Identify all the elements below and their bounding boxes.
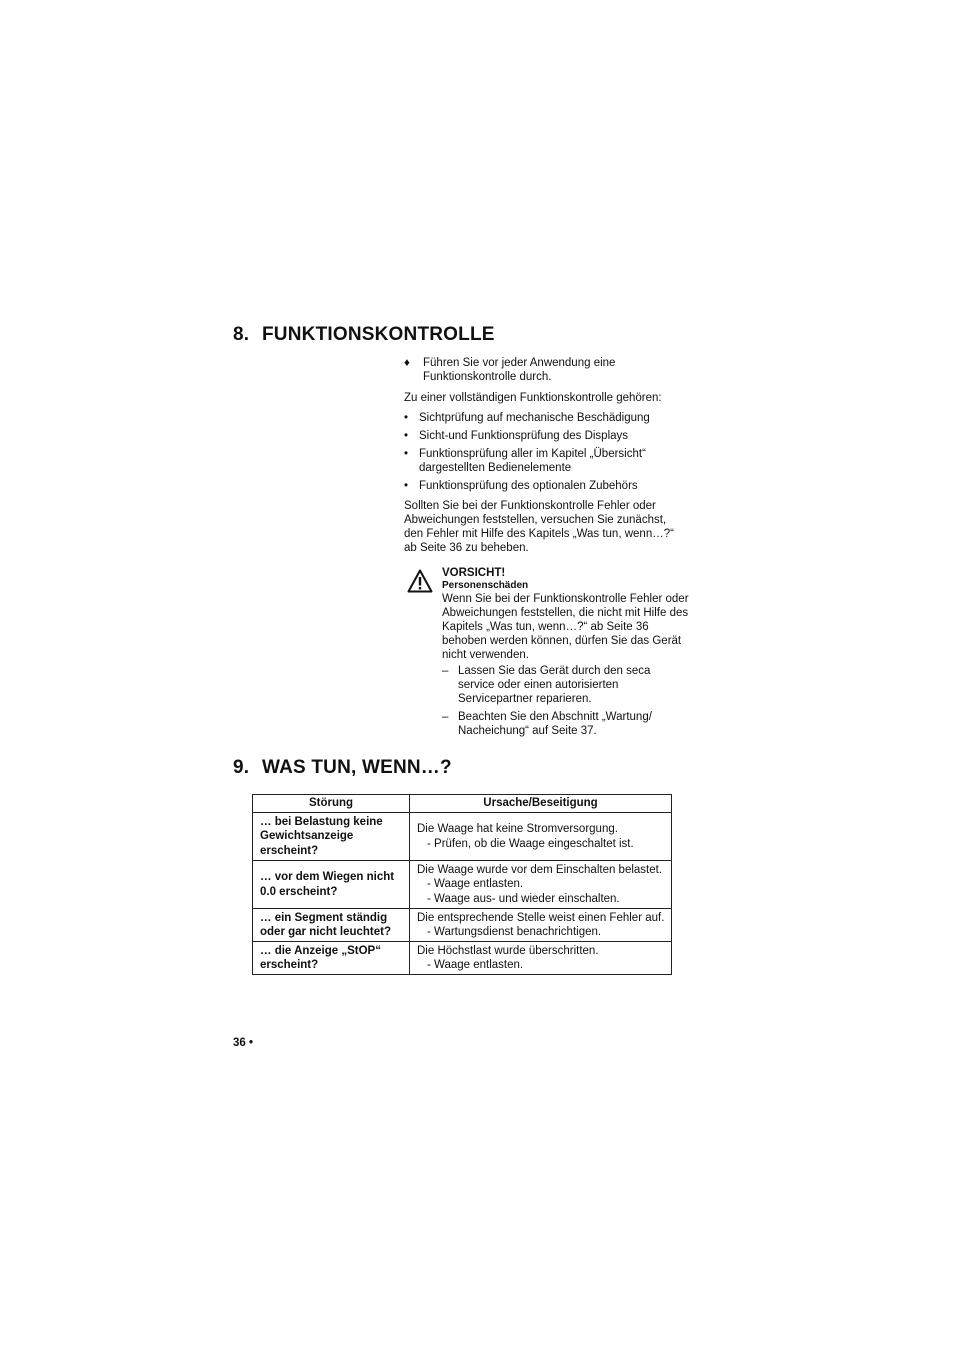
cause-cell xyxy=(410,942,672,975)
column-header-fault: Störung xyxy=(253,795,410,813)
fault-cell: … die Anzeige „StOP“ erscheint? xyxy=(253,942,410,975)
bullet-icon: • xyxy=(404,412,409,424)
troubleshooting-table xyxy=(252,794,672,975)
list-item-text: Funktionsprüfung aller im Kapitel „Übersicht“ dargestellten Bedienelemente xyxy=(419,448,646,474)
action-text: - Prüfen, ob die Waage eingeschaltet ist. xyxy=(427,837,634,850)
bullet-icon: • xyxy=(404,430,409,442)
checklist-lead: Zu einer vollständigen Funktionskontrolle gehören: xyxy=(404,392,662,404)
caution-item-text: Lassen Sie das Gerät durch den seca service oder einen autorisierten Servicepartner reparieren. xyxy=(458,665,651,705)
caution-item-text: Beachten Sie den Abschnitt „Wartung/ Nacheichung“ auf Seite 37. xyxy=(458,711,652,737)
list-item-text: Funktionsprüfung des optionalen Zubehörs xyxy=(419,480,638,492)
section-8-number: 8. xyxy=(233,324,250,345)
cause-text: Die Waage wurde vor dem Einschalten belastet. xyxy=(417,863,663,876)
action-text: - Waage entlasten. xyxy=(427,878,524,891)
caution-block xyxy=(442,566,697,662)
diamond-bullet-icon: ♦ xyxy=(404,357,410,369)
list-item-text: Sicht-und Funktionsprüfung des Displays xyxy=(419,430,629,442)
fault-cell: … bei Belastung keine Gewichtsanzeige erscheint? xyxy=(253,813,410,861)
section-8-title: FUNKTIONSKONTROLLE xyxy=(262,324,495,345)
section-9-title: WAS TUN, WENN…? xyxy=(262,757,452,778)
action-text: - Waage aus- und wieder einschalten. xyxy=(427,892,620,905)
section-9-number: 9. xyxy=(233,757,250,778)
cause-text: Die Waage hat keine Stromversorgung. xyxy=(417,823,618,835)
dash-bullet-icon: – xyxy=(442,711,449,723)
cause-text: Die Höchstlast wurde überschritten. xyxy=(417,944,599,957)
action-text: - Wartungsdienst benachrichtigen. xyxy=(427,926,602,938)
cause-text: Die entsprechende Stelle weist einen Fehler auf. xyxy=(417,911,665,924)
intro-text: Führen Sie vor jeder Anwendung eine Funktionskontrolle durch. xyxy=(423,357,616,383)
cause-cell xyxy=(410,909,672,942)
action-text: - Waage entlasten. xyxy=(427,959,524,971)
table-row xyxy=(253,942,672,975)
cause-cell xyxy=(410,813,672,861)
section-9-heading xyxy=(233,757,452,779)
fault-cell: … ein Segment ständig oder gar nicht leuchtet? xyxy=(253,909,410,942)
page-number: 36 • xyxy=(233,1037,254,1049)
caution-subtitle: Personenschäden xyxy=(442,580,529,591)
section-8-heading xyxy=(233,324,495,346)
table-row xyxy=(253,909,672,942)
table-header-row xyxy=(253,795,672,813)
warning-triangle-icon xyxy=(407,569,433,593)
table-row xyxy=(253,813,672,861)
caution-title: VORSICHT! xyxy=(442,567,506,579)
troubleshoot-paragraph: Sollten Sie bei der Funktionskontrolle Fehler oder Abweichungen feststellen, versuchen Sie zunächst, den Fehler mit Hilfe des Kapitels „Was tun, wenn…?“ ab Seite 36 zu beheben. xyxy=(404,500,674,554)
list-item-text: Sichtprüfung auf mechanische Beschädigung xyxy=(419,412,650,424)
bullet-icon: • xyxy=(404,448,409,460)
fault-cell: … vor dem Wiegen nicht 0.0 erscheint? xyxy=(253,861,410,909)
cause-cell xyxy=(410,861,672,909)
table-row xyxy=(253,861,672,909)
bullet-icon: • xyxy=(404,480,409,492)
dash-bullet-icon: – xyxy=(442,665,449,677)
column-header-cause: Ursache/Beseitigung xyxy=(410,795,672,813)
caution-text: Wenn Sie bei der Funktionskontrolle Fehler oder Abweichungen feststellen, die nicht mit Hilfe des Kapitels „Was tun, wenn…?“ ab Seite 36 behoben werden können, dürfen Sie das Gerät nicht verwenden. xyxy=(442,593,689,661)
